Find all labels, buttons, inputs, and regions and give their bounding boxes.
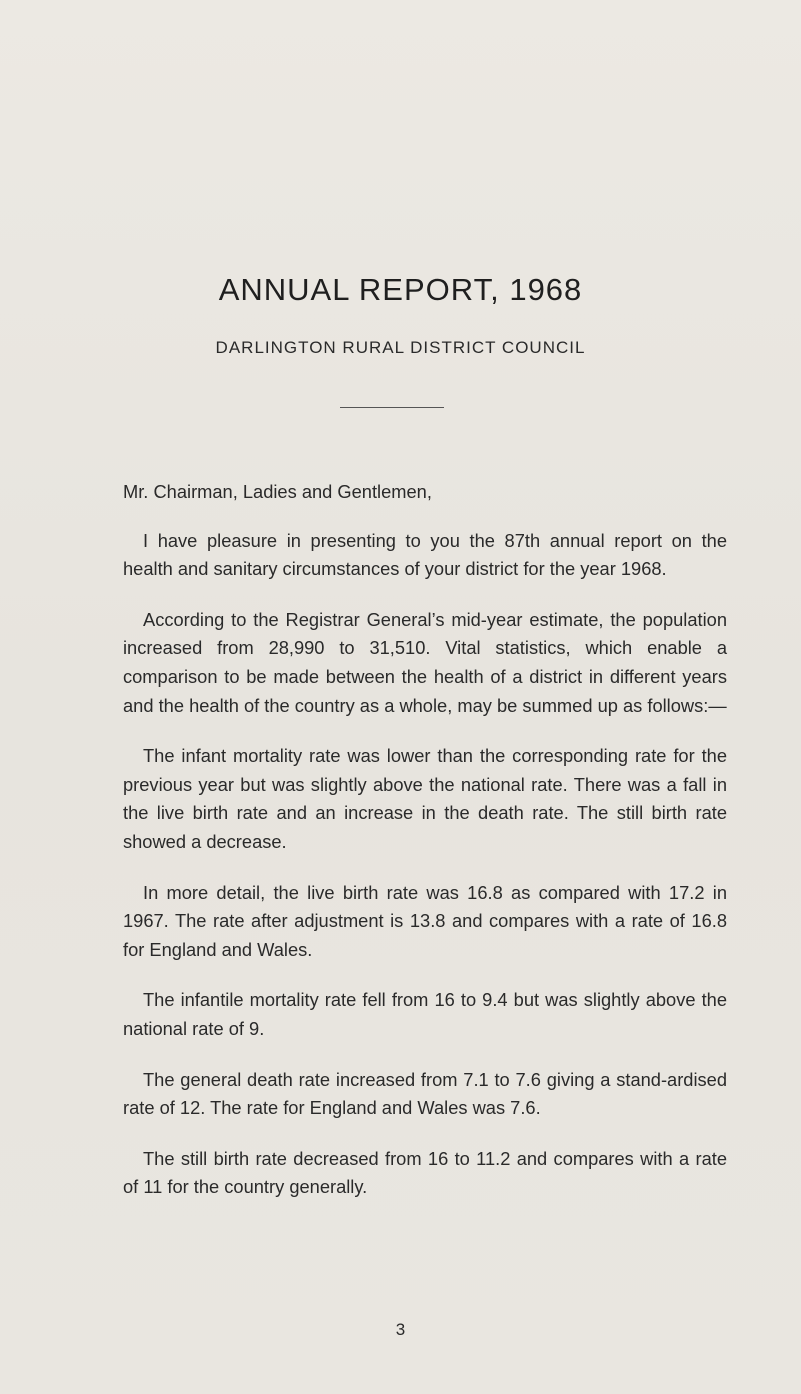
- paragraph-summary: The infant mortality rate was lower than the corresponding rate for the previous year but was slightly above the national rate. There was a fall in the live birth rate and an increase in the death rate. The still birth rate showed a decrease.: [123, 745, 727, 852]
- page-number: 3: [395, 1320, 406, 1339]
- paragraph-still-birth-rate: The still birth rate decreased from 16 to 11.2 and compares with a rate of 11 for the country generally.: [123, 1147, 727, 1198]
- salutation: Mr. Chairman, Ladies and Gentlemen,: [123, 481, 432, 502]
- council-name: DARLINGTON RURAL DISTRICT COUNCIL: [215, 338, 586, 357]
- report-title: ANNUAL REPORT, 1968: [218, 272, 583, 307]
- paragraph-live-birth-rate: In more detail, the live birth rate was 16.8 as compared with 17.2 in 1967. The rate after adjustment is 13.8 and compares with a rate of 16.8 for England and Wales.: [123, 881, 727, 960]
- paragraph-infantile-mortality: The infantile mortality rate fell from 16 to 9.4 but was slightly above the national rate of 9.: [123, 989, 727, 1039]
- title-divider: [340, 407, 444, 408]
- paragraph-population: According to the Registrar General’s mid-year estimate, the population increased from 28,990 to 31,510. Vital statistics, which enable a comparison to be made between the health of a district in different years and the health of the country as a whole, may be summed up as follows:—: [123, 608, 727, 716]
- paragraph-introduction: I have pleasure in presenting to you the 87th annual report on the health and sanitary circumstances of your district for the year 1968.: [123, 529, 727, 580]
- report-body: [123, 478, 727, 1224]
- paragraph-death-rate: The general death rate increased from 7.1 to 7.6 giving a stand-ardised rate of 12. The rate for England and Wales was 7.6.: [123, 1068, 727, 1119]
